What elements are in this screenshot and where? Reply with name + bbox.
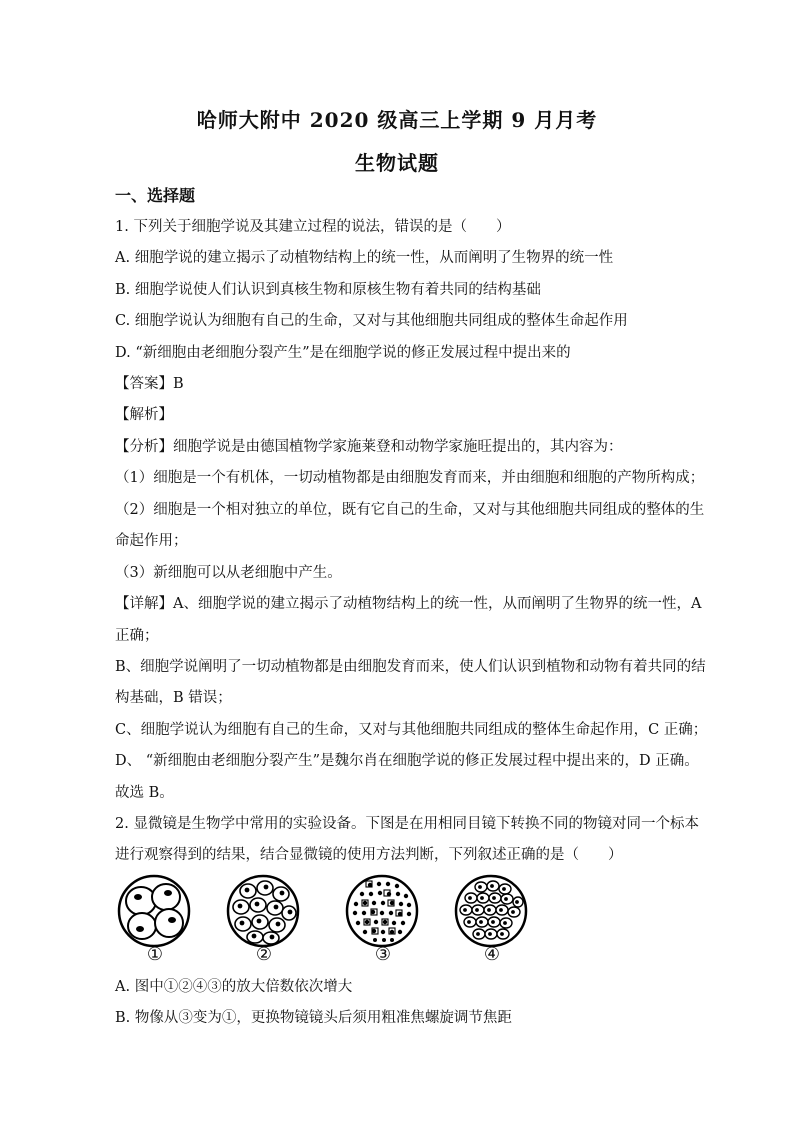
analysis-point-3: （3）新细胞可以从老细胞中产生。	[115, 565, 342, 581]
answer-line: 【答案】B	[115, 376, 184, 392]
figure-label-4: ④	[483, 944, 501, 965]
question-2-stem: 2. 显微镜是生物学中常用的实验设备。下图是在用相同目镜下转换不同的物镜对同一个标本	[115, 816, 699, 832]
page-title: 哈师大附中 2020 级高三上学期 9 月月考	[196, 108, 598, 132]
q2-option-b: B. 物像从③变为①，更换物镜镜头后须用粗准焦螺旋调节焦距	[115, 1010, 512, 1026]
question-2-stem-cont: 进行观察得到的结果，结合显微镜的使用方法判断，下列叙述正确的是（ ）	[115, 847, 623, 863]
q2-option-a: A. 图中①②④③的放大倍数依次增大	[115, 979, 353, 995]
question-1-stem: 1. 下列关于细胞学说及其建立过程的说法，错误的是（ ）	[115, 219, 511, 235]
detail-a: 【详解】A、细胞学说的建立揭示了动植物结构上的统一性，从而阐明了生物界的统一性，A	[115, 596, 702, 612]
q1-option-b: B. 细胞学说使人们认识到真核生物和原核生物有着共同的结构基础	[115, 282, 541, 298]
analysis-intro: 【分析】细胞学说是由德国植物学家施莱登和动物学家施旺提出的，其内容为：	[115, 439, 623, 455]
microscope-view-1	[119, 876, 189, 946]
microscope-view-4	[456, 876, 526, 946]
microscope-view-3	[347, 876, 417, 946]
page-subtitle: 生物试题	[355, 151, 439, 175]
q1-option-c: C. 细胞学说认为细胞有自己的生命，又对与其他细胞共同组成的整体生命起作用	[115, 313, 628, 329]
analysis-point-1: （1）细胞是一个有机体，一切动植物都是由细胞发育而来，并由细胞和细胞的产物所构成；	[115, 470, 705, 486]
detail-b-cont: 构基础，B 错误；	[115, 690, 232, 706]
detail-c: C、细胞学说认为细胞有自己的生命，又对与其他细胞共同组成的整体生命起作用，C 正确；	[115, 722, 708, 738]
detail-a-cont: 正确；	[115, 628, 159, 644]
analysis-heading: 【解析】	[115, 407, 173, 423]
figure-label-3: ③	[374, 944, 392, 965]
q1-option-a: A. 细胞学说的建立揭示了动植物结构上的统一性，从而阐明了生物界的统一性	[115, 250, 614, 266]
analysis-point-2-cont: 命起作用；	[115, 533, 188, 549]
microscope-view-2	[228, 876, 298, 946]
microscope-views-figure	[110, 870, 530, 970]
figure-label-2: ②	[255, 944, 273, 965]
q1-option-d: D. “新细胞由老细胞分裂产生”是在细胞学说的修正发展过程中提出来的	[115, 345, 571, 361]
figure-label-1: ①	[146, 944, 164, 965]
section-heading: 一、选择题	[115, 186, 196, 205]
detail-d: D、 “新细胞由老细胞分裂产生”是魏尔肖在细胞学说的修正发展过程中提出来的，D 正确。	[115, 753, 699, 769]
detail-b: B、细胞学说阐明了一切动植物都是由细胞发育而来，使人们认识到植物和动物有着共同的结	[115, 659, 706, 675]
analysis-point-2: （2）细胞是一个相对独立的单位，既有它自己的生命，又对与其他细胞共同组成的整体的生	[115, 502, 705, 518]
conclusion-line: 故选 B。	[115, 785, 174, 801]
